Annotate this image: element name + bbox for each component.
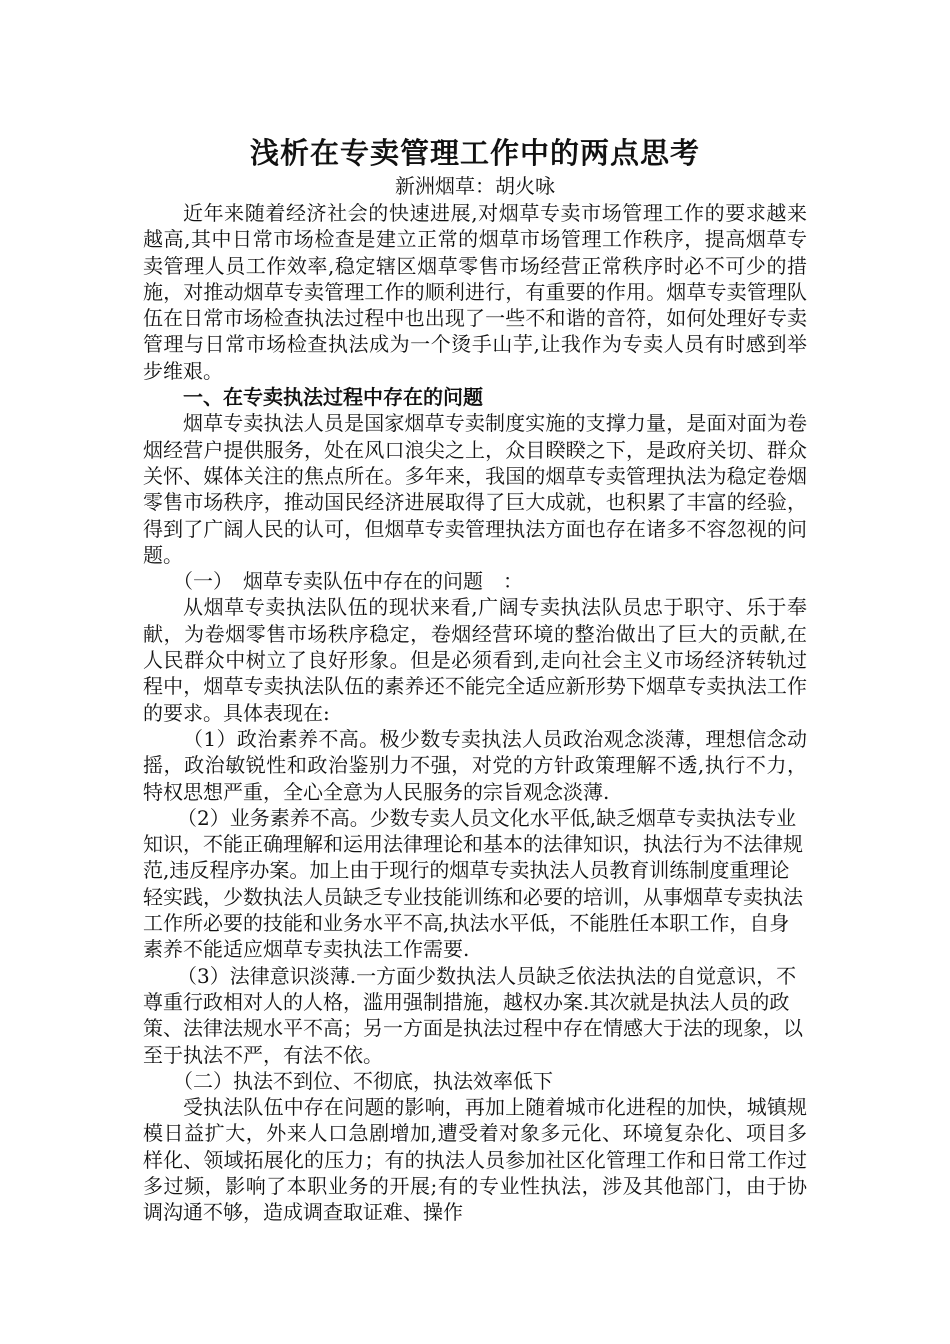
section-1-paragraph: 烟草专卖执法人员是国家烟草专卖制度实施的支撑力量，是面对面为卷烟经营户提供服务，处在风口浪尖之上，众目睽睽之下，是政府关切、群众关怀、媒体关注的焦点所在。多年来，我国的烟草专卖管理执法为稳定卷烟零售市场秩序，推动国民经济进展取得了巨大成就，也积累了丰富的经验，得到了广阔人民的认可，但烟草专卖管理执法方面也存在诸多不容忽视的问题。 (143, 411, 807, 567)
document-title: 浅析在专卖管理工作中的两点思考 (249, 136, 700, 170)
intro-paragraph: 近年来随着经济社会的快速进展,对烟草专卖市场管理工作的要求越来越高,其中日常市场检查是建立正常的烟草市场管理工作秩序，提高烟草专卖管理人员工作效率,稳定辖区烟草零售市场经营正常秩序时必不可少的措施，对推动烟草专卖管理工作的顺利进行，有重要的作用。烟草专卖管理队伍在日常市场检查执法过程中也出现了一些不和谐的音符，如何处理好专卖管理与日常市场检查执法成为一个烫手山芋,让我作为专卖人员有时感到举步维艰。 (143, 201, 807, 383)
subsection-heading-2: （二）执法不到位、不彻底，执法效率低下 (173, 1068, 553, 1093)
subsection-1-paragraph: 从烟草专卖执法队伍的现状来看,广阔专卖执法队员忠于职守、乐于奉献，为卷烟零售市场秩序稳定，卷烟经营环境的整治做出了巨大的贡献,在人民群众中树立了良好形象。但是必须看到,走向社会主义市场经济转轨过程中，烟草专卖执法队伍的素养还不能完全适应新形势下烟草专卖执法工作的要求。具体表现在: (143, 595, 807, 725)
document-body (143, 133, 807, 1226)
subsection-2-paragraph: 受执法队伍中存在问题的影响，再加上随着城市化进程的加快，城镇规模日益扩大，外来人口急剧增加,遭受着对象多元化、环境复杂化、项目多样化、领域拓展化的压力；有的执法人员参加社区化管理工作和日常工作过多过频，影响了本职业务的开展;有的专业性执法，涉及其他部门，由于协调沟通不够，造成调查取证难、操作 (143, 1095, 807, 1225)
section-heading-1: 一、在专卖执法过程中存在的问题 (183, 385, 483, 410)
list-item-2: （2）业务素养不高。少数专卖人员文化水平低,缺乏烟草专卖执法专业知识，不能正确理解和运用法律理论和基本的法律知识，执法行为不法律规范,违反程序办案。加上由于现行的烟草专卖执法人员教育训练制度重理论轻实践，少数执法人员缺乏专业技能训练和必要的培训，从事烟草专卖执法工作所必要的技能和业务水平不高,执法水平低，不能胜任本职工作，自身素养不能适应烟草专卖执法工作需要. (143, 805, 803, 962)
list-item-1: （1）政治素养不高。极少数专卖执法人员政治观念淡薄，理想信念动摇，政治敏锐性和政治鉴别力不强，对党的方针政策理解不透,执行不力，特权思想严重，全心全意为人民服务的宗旨观念淡薄. (143, 726, 807, 804)
subsection-heading-1: （一） 烟草专卖队伍中存在的问题 ： (173, 569, 523, 594)
document-author: 新洲烟草：胡火咏 (395, 174, 555, 198)
list-item-3: （3）法律意识淡薄.一方面少数执法人员缺乏依法执法的自觉意识，不尊重行政相对人的人格，滥用强制措施，越权办案.其次就是执法人员的政策、法律法规水平不高；另一方面是执法过程中存在情感大于法的现象，以至于执法不严，有法不依。 (143, 963, 803, 1067)
